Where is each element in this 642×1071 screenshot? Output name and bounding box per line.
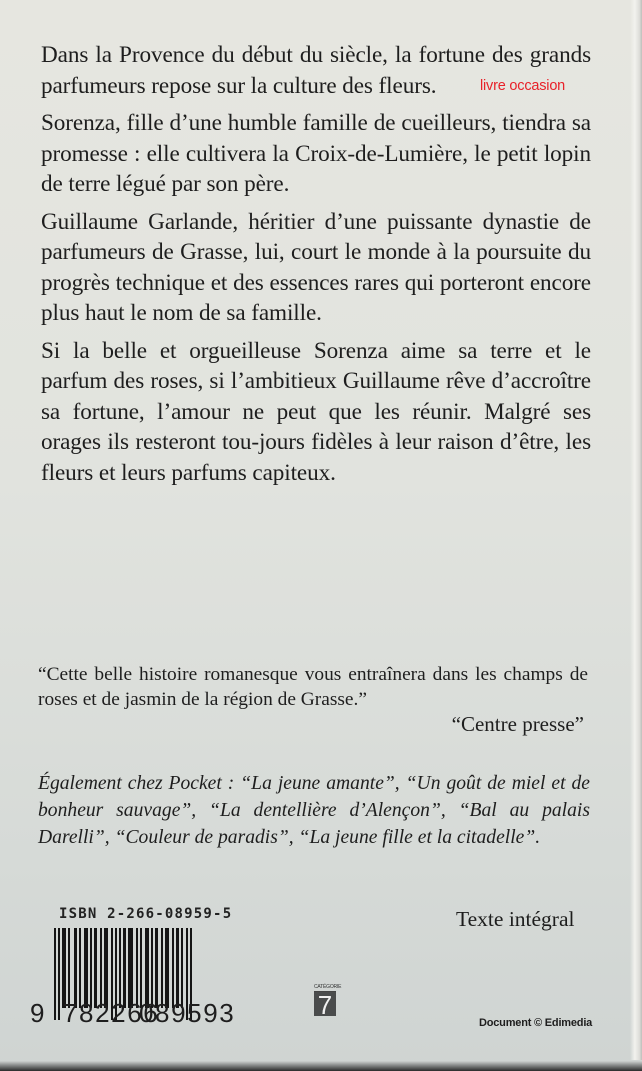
barcode-bar xyxy=(54,928,56,1020)
barcode-bar xyxy=(90,928,92,1008)
synopsis-paragraph-1: Dans la Provence du début du siècle, la fortune des grands parfumeurs repose sur la culture des fleurs. xyxy=(41,42,591,99)
barcode-bar xyxy=(140,928,142,1008)
ean-first-digit: 9 xyxy=(30,998,45,1028)
ean-right-digits: 089593 xyxy=(139,998,236,1028)
press-quote-text: “Cette belle histoire romanesque vous entraînera dans les champs de roses et de jasmin de la région de Grasse.” xyxy=(38,664,588,710)
cover-bottom-edge xyxy=(0,1061,642,1071)
barcode-bar xyxy=(155,928,158,1008)
barcode-bar xyxy=(74,928,77,1008)
category-label: CATÉGORIE xyxy=(314,984,342,990)
barcode-bar xyxy=(68,928,70,1008)
barcode-bar xyxy=(176,928,179,1008)
cover-right-edge xyxy=(630,0,642,1060)
barcode-bar xyxy=(181,928,183,1008)
barcode-bar xyxy=(161,928,163,1008)
barcode-bar xyxy=(172,928,174,1008)
isbn-label: ISBN 2-266-08959-5 xyxy=(59,906,233,922)
barcode-bar xyxy=(151,928,153,1008)
barcode-bar xyxy=(104,928,108,1008)
ean-left-digits: 782266 xyxy=(63,998,160,1028)
edition-note: Texte intégral xyxy=(456,907,575,931)
barcode-bar xyxy=(62,928,66,1008)
barcode-bar xyxy=(84,928,88,1008)
press-quote-source: “Centre presse” xyxy=(451,712,584,736)
synopsis-paragraph-3: Guillaume Garlande, héritier d’une puissante dynastie de parfumeurs de Grasse, lui, court le monde à la poursuite du progrès technique et des essences rares qui porteront encore plus haut le nom de sa famille. xyxy=(41,208,591,326)
barcode-bar xyxy=(79,928,81,1008)
barcode-bar xyxy=(100,928,102,1008)
barcode-bar xyxy=(128,928,133,1008)
barcode-bar xyxy=(165,928,169,1008)
watermark: livre occasion xyxy=(480,78,566,94)
synopsis xyxy=(41,40,591,495)
barcode-bar xyxy=(94,928,97,1008)
also-available-list: Également chez Pocket : “La jeune amante”, “Un goût de miel et de bonheur sauvage”, “La dentellière d’Alençon”, “Bal au palais Darelli”, “Couleur de paradis”, “La jeune fille et la citadelle”. xyxy=(38,773,590,848)
synopsis-paragraph-2: Sorenza, fille d’une humble famille de cueilleurs, tiendra sa promesse : elle cultivera la Croix-de-Lumière, le petit lopin de terre légué par son père. xyxy=(41,110,591,197)
category-badge xyxy=(314,984,342,1020)
barcode-bar xyxy=(58,928,60,1020)
press-quote xyxy=(38,662,588,737)
image-credit: Document © Edimedia xyxy=(479,1017,593,1029)
barcode-bar xyxy=(123,928,126,1008)
synopsis-paragraph-4: Si la belle et orgueilleuse Sorenza aime sa terre et le parfum des roses, si l’ambitieux Guillaume rêve d’accroître sa fortune, l’amour ne peut que les réunir. Malgré ses orages ils resteront tou-jours fidèles à leur raison d’être, les fleurs et leurs parfums capiteux. xyxy=(41,337,591,486)
barcode-bar xyxy=(145,928,149,1008)
barcode-bar xyxy=(119,928,121,1008)
category-number: 7 xyxy=(314,992,336,1016)
barcode-bar xyxy=(136,928,138,1008)
